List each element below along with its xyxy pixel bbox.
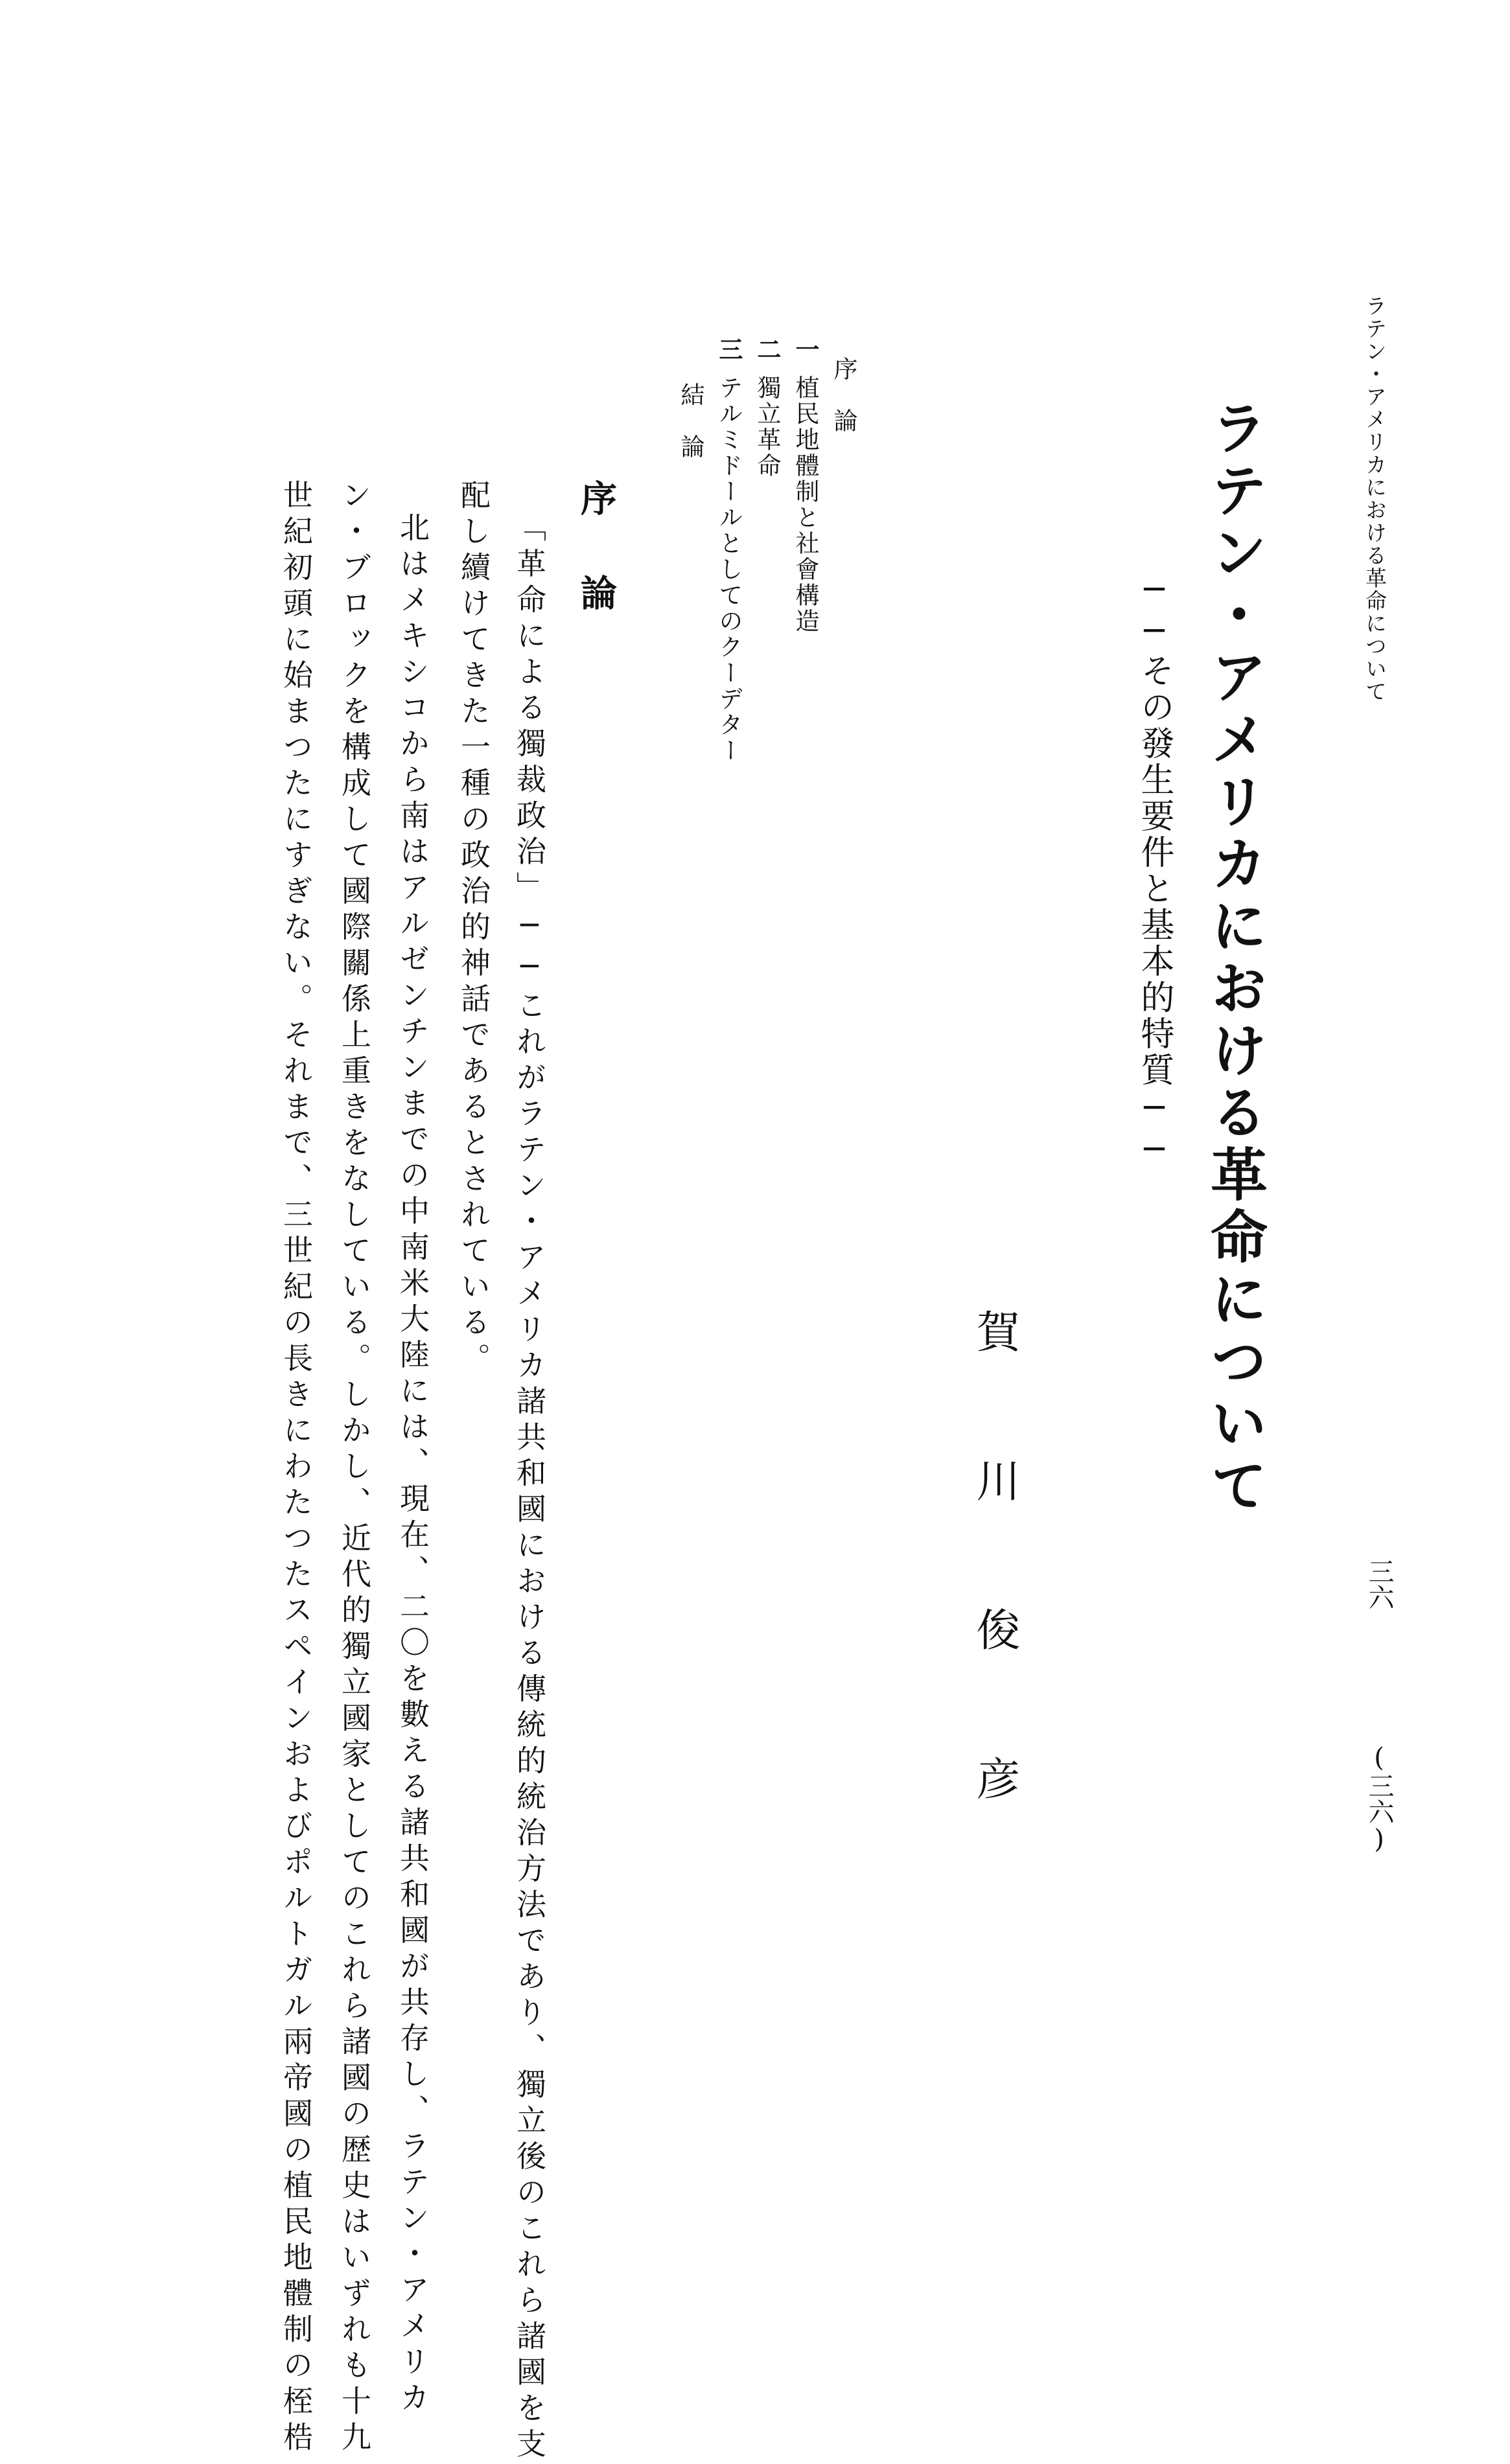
- page-number-parenthesized: (三六): [1364, 1743, 1394, 1854]
- author-name-char-3: 俊: [969, 1607, 1020, 1651]
- toc-label: 序 論: [830, 356, 857, 434]
- section-heading: 序論: [575, 479, 618, 669]
- article-title: ラテン・アメリカにおける革命について: [1202, 398, 1269, 1518]
- body-line: 「革命による獨裁政治」──これがラテン・アメリカ諸共和國における傳統的統治方法であり、獨立後のこれら諸國を支: [512, 512, 547, 2464]
- running-header: ラテン・アメリカにおける革命について: [1362, 295, 1388, 703]
- body-line: 世紀初頭に始まつたにすぎない。それまで、三世紀の長きにわたつたスペインおよびポルトガル兩帝國の植民地體制の桎梏: [279, 479, 314, 2458]
- toc-item-1: [791, 337, 820, 764]
- table-of-contents: [679, 337, 855, 764]
- body-line: 北はメキシコから南はアルゼンチンまでの中南米大陸には、現在、二〇を數える諸共和國が共存し、ラテン・アメリカ: [395, 512, 430, 2418]
- toc-label: 結 論: [677, 382, 704, 460]
- toc-label: 植民地體制と社會構造: [791, 375, 819, 634]
- toc-item-introduction: [831, 337, 855, 764]
- toc-label: テルミドールとしてのクーデター: [715, 375, 743, 764]
- page-number: 三六: [1364, 1558, 1394, 1610]
- toc-number: 二: [753, 337, 782, 361]
- toc-number: 一: [791, 337, 820, 361]
- author-name-char-1: 賀: [969, 1309, 1020, 1353]
- toc-item-conclusion: [679, 337, 703, 764]
- body-line: ン・ブロックを構成して國際關係上重きをなしている。しかし、近代的獨立國家としてのこれら諸國の歴史はいずれも十九: [337, 479, 372, 2458]
- author-name-char-4: 彦: [969, 1756, 1020, 1800]
- toc-item-2: [753, 337, 782, 764]
- body-line: 配し續けてきた一種の政治的神話であるとされている。: [456, 479, 491, 1379]
- toc-label: 獨立革命: [753, 375, 781, 479]
- author-name-char-2: 川: [969, 1458, 1020, 1502]
- toc-item-3: [717, 337, 741, 764]
- article-subtitle: ──その發生要件と基本的特質──: [1135, 570, 1174, 1171]
- toc-number: 三: [715, 337, 743, 361]
